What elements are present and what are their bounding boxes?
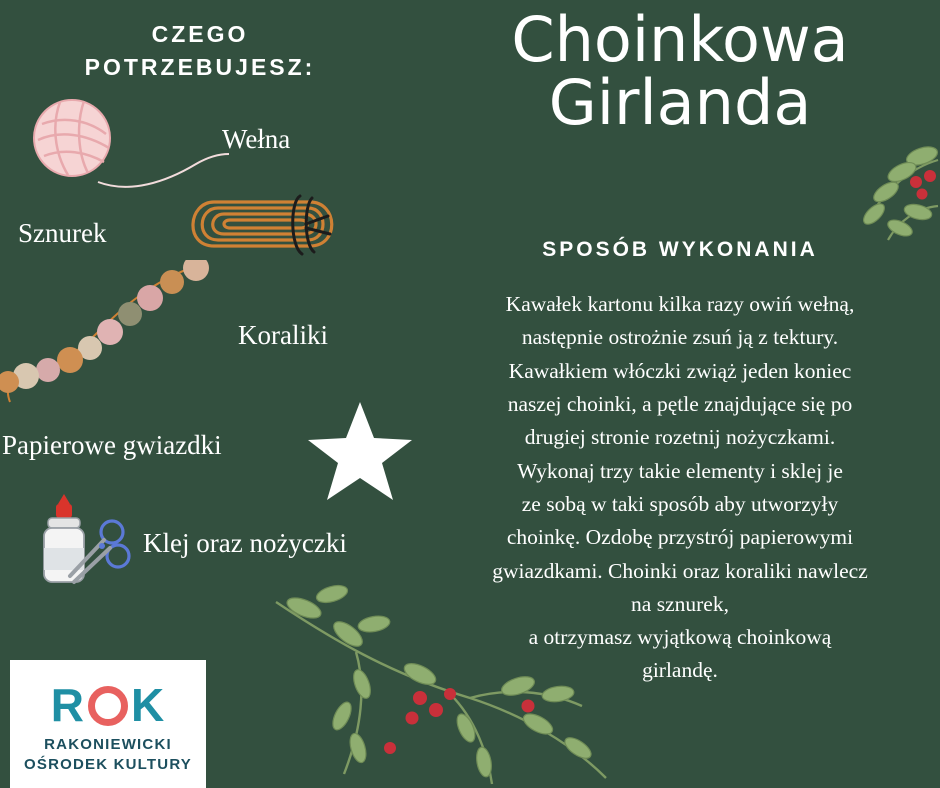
page-title <box>420 3 940 140</box>
page-title-line2: Girlanda <box>548 66 812 140</box>
logo-line-1: RAKONIEWICKI <box>44 735 172 753</box>
instruction-line: girlandę. <box>642 658 718 683</box>
material-label-wool: Wełna <box>222 124 291 154</box>
star-icon <box>306 400 414 504</box>
logo-mark <box>50 678 166 731</box>
materials-heading-line1: CZEGO <box>151 21 249 47</box>
instruction-line: naszej choinki, a pętle znajdujące się po <box>507 391 853 416</box>
logo <box>10 660 206 788</box>
material-label-string: Sznurek <box>18 218 107 248</box>
glue-scissors-icon <box>18 486 138 598</box>
instructions-body <box>438 288 922 688</box>
instruction-line: Kawałkiem włóczki zwiąż jeden koniec <box>508 358 852 383</box>
material-label-beads: Koraliki <box>238 320 328 350</box>
instruction-line: na sznurek, <box>631 591 729 616</box>
instructions-heading: SPOSÓB WYKONANIA <box>542 238 818 261</box>
string-skein-icon <box>178 186 358 262</box>
page-title-line1: Choinkowa <box>511 3 849 76</box>
materials-heading-line2: POTRZEBUJESZ: <box>84 54 316 81</box>
instruction-line: drugiej stronie rozetnij nożyczkami. <box>524 425 836 450</box>
instruction-line: a otrzymasz wyjątkową choinkową <box>528 625 832 650</box>
materials-column <box>0 0 430 788</box>
beads-strand-icon <box>0 260 240 420</box>
instruction-line: gwiazdkami. Choinki oraz koraliki nawlecz <box>492 558 868 583</box>
instruction-line: następnie ostrożnie zsuń ją z tektury. <box>521 325 839 350</box>
instructions-column <box>420 0 940 788</box>
logo-line-2: OŚRODEK KULTURY <box>24 755 192 773</box>
logo-ring-icon <box>88 686 128 726</box>
materials-heading <box>0 18 400 85</box>
instruction-line: Kawałek kartonu kilka razy owiń wełną, <box>505 292 855 316</box>
material-label-glue-scissors: Klej oraz nożyczki <box>143 528 347 558</box>
material-label-paper-stars: Papierowe gwiazdki <box>2 430 222 460</box>
instruction-line: choinkę. Ozdobę przystrój papierowymi <box>506 525 854 550</box>
instruction-line: Wykonaj trzy takie elementy i sklej je <box>517 458 843 483</box>
logo-letter-r: R <box>50 678 85 731</box>
logo-letter-k: K <box>131 678 166 731</box>
instruction-line: ze sobą w taki sposób aby utworzyły <box>521 491 839 516</box>
